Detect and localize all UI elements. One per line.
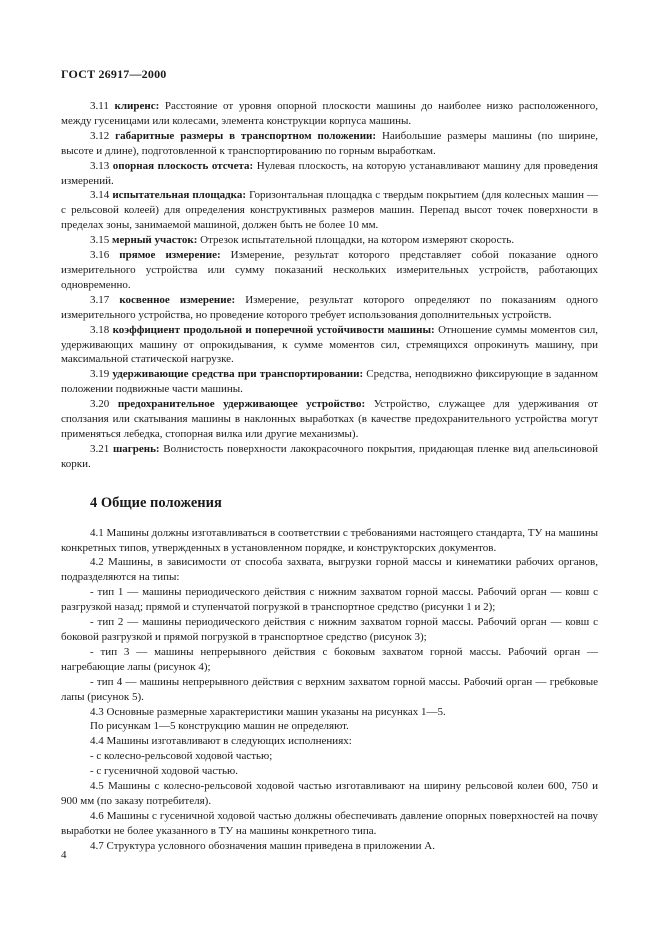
definition-text: Наибольшие размеры машины (по ширине, высоте и длине), подготовленной к транспортированию по горным выработкам. bbox=[61, 129, 599, 157]
definition-number: 3.16 bbox=[90, 249, 110, 262]
definition-text: Устройство, служащее для удерживания от сползания или скатывания машины в наклонных выработках (в качестве предохранительного устройства могут применяться лебедка, стопорная вилка или другие механизмы). bbox=[61, 398, 598, 440]
definition-item bbox=[61, 99, 598, 129]
section-paragraphs bbox=[61, 526, 598, 854]
page-header: ГОСТ 26917—2000 bbox=[61, 67, 167, 81]
definition-term: коэффициент продольной и поперечной устойчивости машины: bbox=[112, 323, 435, 336]
page-number: 4 bbox=[61, 849, 67, 861]
definition-term: косвенное измерение: bbox=[119, 293, 236, 306]
paragraph: - с гусеничной ходовой частью. bbox=[90, 765, 238, 778]
definition-term: шагрень: bbox=[112, 442, 160, 455]
definition-item bbox=[61, 129, 598, 159]
definition-term: прямое измерение: bbox=[119, 249, 221, 262]
definition-text: Отрезок испытательной площадки, на котором измеряют скорость. bbox=[200, 234, 515, 247]
definition-text: Отношение суммы моментов сил, удерживающих машину от опрокидывания, к сумме моментов сил, стремящихся опрокинуть машину, при максимальной статической нагрузке. bbox=[61, 323, 598, 366]
definition-number: 3.11 bbox=[90, 100, 109, 112]
paragraph: 4.4 Машины изготавливают в следующих исполнениях: bbox=[90, 735, 352, 748]
paragraph: 4.5 Машины с колесно-рельсовой ходовой частью изготавливают на ширину рельсовой колеи 600, 750 и 900 мм (по заказу потребителя). bbox=[61, 780, 598, 807]
definition-term: опорная плоскость отсчета: bbox=[112, 159, 254, 172]
definition-number: 3.18 bbox=[90, 323, 110, 336]
definition-number: 3.17 bbox=[90, 293, 110, 306]
paragraph: 4.3 Основные размерные характеристики машин указаны на рисунках 1—5. bbox=[90, 705, 446, 718]
paragraph: 4.6 Машины с гусеничной ходовой частью должны обеспечивать давление опорных поверхностей на почву выработки не более указанного в ТУ на машины конкретного типа. bbox=[61, 809, 598, 837]
definition-text: Волнистость поверхности лакокрасочного покрытия, придающая пленке вид апельсиновой корки. bbox=[61, 442, 598, 470]
definition-term: мерный участок: bbox=[112, 234, 198, 247]
definition-text: Средства, неподвижно фиксирующие в заданном положении подвижные части машины. bbox=[61, 368, 599, 396]
paragraph: 4.7 Структура условного обозначения машин приведена в приложении А. bbox=[90, 839, 435, 852]
definition-item bbox=[61, 367, 598, 397]
definition-item bbox=[61, 442, 598, 472]
definition-term: предохранительное удерживающее устройство: bbox=[117, 398, 366, 411]
definition-text: Нулевая плоскость, на которую устанавливают машину для проведения измерений. bbox=[61, 159, 598, 187]
paragraph: - тип 4 — машины непрерывного действия с верхним захватом горной массы. Рабочий орган — гребковые лапы (рисунок 5). bbox=[61, 675, 598, 703]
definition-number: 3.19 bbox=[90, 368, 110, 381]
paragraph: - тип 1 — машины периодического действия с нижним захватом горной массы. Рабочий орган — ковш с разгрузкой назад; прямой и ступенчатой погрузкой в транспортное средство (рисунки 1 и 2); bbox=[61, 586, 598, 614]
definition-number: 3.21 bbox=[90, 442, 110, 455]
definition-term: испытательная площадка: bbox=[112, 189, 247, 202]
definitions-list bbox=[61, 99, 598, 472]
definition-item bbox=[61, 188, 598, 233]
definition-number: 3.14 bbox=[90, 189, 110, 202]
definition-item bbox=[61, 323, 598, 368]
definition-term: габаритные размеры в транспортном положении: bbox=[115, 129, 377, 142]
definition-item bbox=[61, 293, 598, 323]
definition-term: удерживающие средства при транспортировании: bbox=[112, 368, 364, 381]
paragraph: - тип 3 — машины непрерывного действия с боковым захватом горной массы. Рабочий орган — нагребающие лапы (рисунок 4); bbox=[61, 645, 598, 673]
definition-item bbox=[61, 159, 598, 189]
paragraph: 4.1 Машины должны изготавливаться в соответствии с требованиями настоящего стандарта, ТУ на машины конкретных типов, утвержденных в установленном порядке, и конструкторских документов. bbox=[61, 526, 598, 554]
definition-term: клиренс: bbox=[114, 100, 160, 112]
paragraph: По рисункам 1—5 конструкцию машин не определяют. bbox=[90, 720, 349, 733]
definition-text: Измерение, результат которого представляет собой показание одного измерительного устройства или сумму показаний нескольких измерительных устройств, работающих одновременно. bbox=[61, 249, 599, 291]
definition-text: Горизонтальная площадка с твердым покрытием (для колесных машин — с рельсовой колеей) для определения конструктивных размеров машин. Перепад высот точек поверхности в пределах зоны, занимаемой машиной, должен быть не более 10 мм. bbox=[61, 189, 599, 232]
document-body bbox=[61, 99, 598, 854]
paragraph: 4.2 Машины, в зависимости от способа захвата, выгрузки горной массы и кинематики рабочих органов, подразделяются на типы: bbox=[61, 556, 598, 584]
definition-item bbox=[61, 233, 598, 248]
paragraph: - с колесно-рельсовой ходовой частью; bbox=[90, 750, 273, 763]
definition-number: 3.12 bbox=[90, 129, 110, 142]
definition-number: 3.15 bbox=[90, 234, 110, 247]
definition-text: Измерение, результат которого определяют по показаниям одного измерительного устройства, но проведение которого требует использования дополнительных устройств. bbox=[61, 293, 599, 321]
definition-number: 3.13 bbox=[90, 159, 110, 172]
definition-item bbox=[61, 397, 598, 442]
section-title: 4 Общие положения bbox=[90, 494, 222, 511]
paragraph: - тип 2 — машины периодического действия с нижним захватом горной массы. Рабочий орган — ковш с боковой разгрузкой и прямой погрузкой в транспортное средство (рисунок 3); bbox=[61, 616, 598, 643]
definition-item bbox=[61, 248, 598, 293]
definition-text: Расстояние от уровня опорной плоскости машины до наиболее низко расположенного, между гусеницами или колесами, элемента конструкции корпуса машины. bbox=[61, 100, 599, 127]
definition-number: 3.20 bbox=[90, 398, 110, 411]
